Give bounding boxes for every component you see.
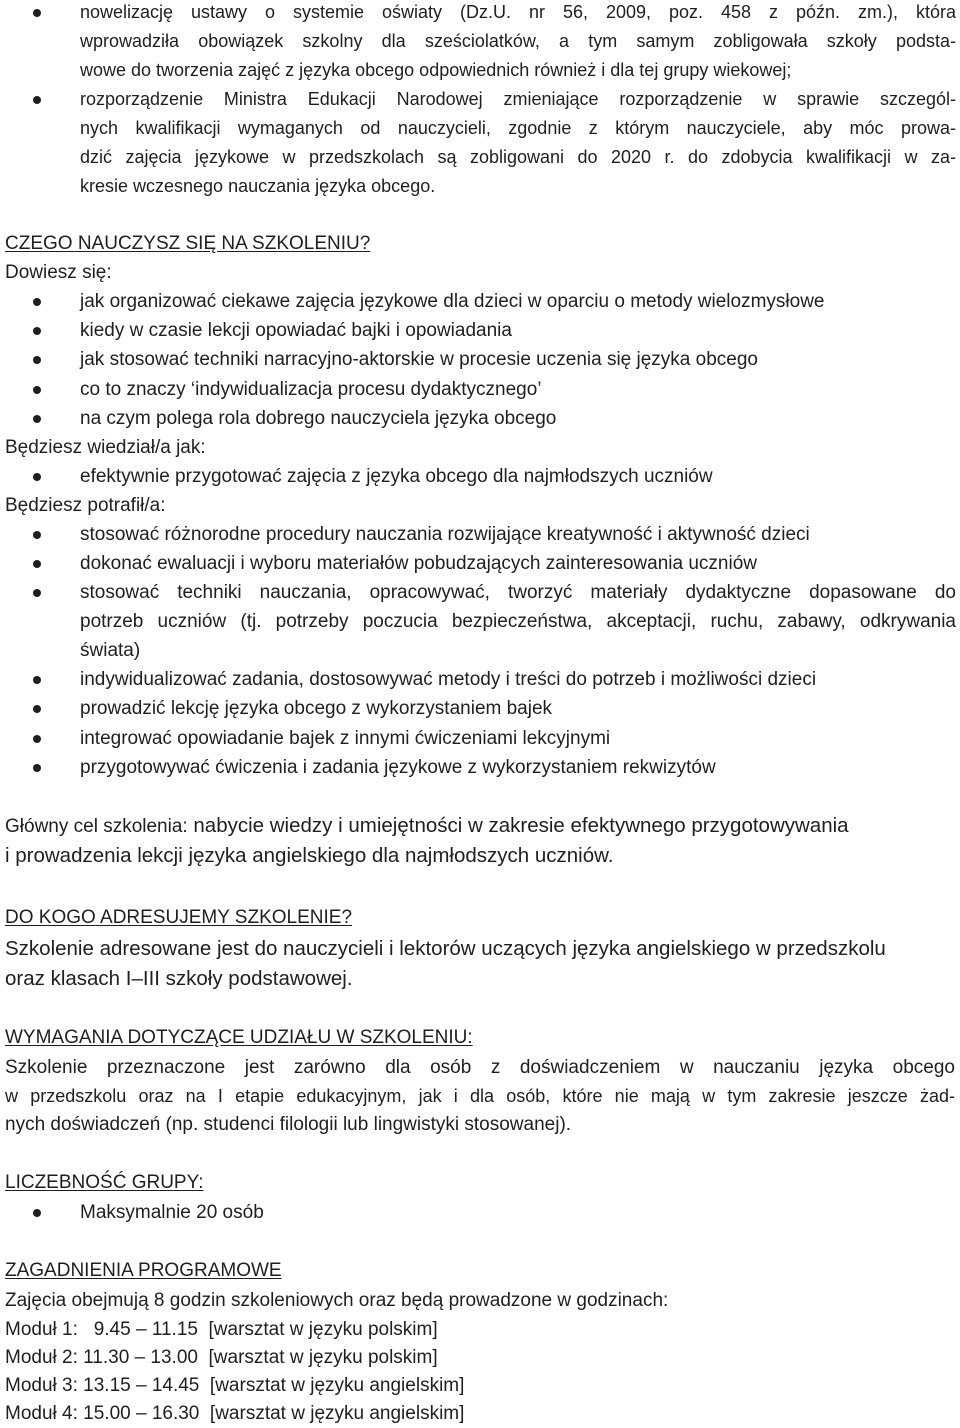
bullet-dot [33, 473, 41, 481]
module-row: Moduł 2: 11.30 – 13.00 [warsztat w języku polskim] [5, 1347, 438, 1368]
bullet-dot [33, 96, 41, 104]
bullet-dot [33, 764, 41, 772]
skill-item-line-2: potrzeb uczniów (tj. potrzeby poczucia bezpieczeństwa, akceptacji, ruchu, zabawy, odkrywania [80, 611, 956, 632]
bullet-dot [33, 1209, 41, 1217]
goal-text: nabycie wiedzy i umiejętności w zakresie efektywnego przygotowywania [187, 814, 849, 837]
bullet-dot [33, 735, 41, 743]
section-heading-learn: CZEGO NAUCZYSZ SIĘ NA SZKOLENIU? [5, 233, 371, 254]
legal-item-2-line-2: nych kwalifikacji wymaganych od nauczycieli, zgodnie z którym nauczyciele, aby móc prowa- [80, 118, 956, 138]
bullet-dot [33, 386, 41, 394]
bullet-dot [33, 298, 41, 306]
section-heading-group: LICZEBNOŚĆ GRUPY: [5, 1172, 204, 1193]
learn-item: jak organizować ciekawe zajęcia językowe dla dzieci w oparciu o metody wielozmysłowe [80, 291, 825, 312]
section-heading-requirements: WYMAGANIA DOTYCZĄCE UDZIAŁU W SZKOLENIU: [5, 1027, 473, 1048]
module-row: Moduł 4: 15.00 – 16.30 [warsztat w języku angielskim] [5, 1403, 465, 1424]
skill-item: indywidualizować zadania, dostosowywać metody i treści do potrzeb i możliwości dzieci [80, 669, 817, 690]
learn-item: na czym polega rola dobrego nauczyciela języka obcego [80, 408, 557, 429]
legal-item-2-line-4: kresie wczesnego nauczania języka obcego. [80, 176, 436, 196]
skill-item: przygotowywać ćwiczenia i zadania językowe z wykorzystaniem rekwizytów [80, 757, 716, 778]
legal-item-1-line-1: nowelizację ustawy o systemie oświaty (Dz.U. nr 56, 2009, poz. 458 z późn. zm.), która [80, 2, 956, 22]
learn-item: co to znaczy ‘indywidualizacja procesu dydaktycznego’ [80, 379, 542, 400]
subheading-learn-can: Będziesz potrafił/a: [5, 495, 166, 516]
goal-line-2: i prowadzenia lekcji języka angielskiego dla najmłodszych uczniów. [5, 844, 614, 867]
skill-item-line-3: świata) [80, 640, 141, 661]
learn-item: jak stosować techniki narracyjno-aktorskie w procesie uczenia się języka obcego [80, 349, 758, 370]
module-row: Moduł 1: 9.45 – 11.15 [warsztat w języku polskim] [5, 1319, 438, 1340]
skill-item: integrować opowiadanie bajek z innymi ćwiczeniami lekcyjnymi [80, 728, 611, 749]
bullet-dot [33, 676, 41, 684]
skill-item: prowadzić lekcję języka obcego z wykorzystaniem bajek [80, 698, 553, 719]
goal-line-1 [5, 811, 955, 841]
bullet-dot [33, 560, 41, 568]
module-row: Moduł 3: 13.15 – 14.45 [warsztat w języku angielskim] [5, 1375, 465, 1396]
audience-line-2: oraz klasach I–III szkoły podstawowej. [5, 967, 353, 990]
group-size-item: Maksymalnie 20 osób [80, 1202, 264, 1223]
requirements-line-3: nych doświadczeń (np. studenci filologii lub lingwistyki stosowanej). [5, 1114, 572, 1135]
legal-item-2-line-1: rozporządzenie Ministra Edukacji Narodowej zmieniające rozporządzenie w sprawie szczegól- [80, 89, 956, 109]
skill-item: dokonać ewaluacji i wyboru materiałów pobudzających zainteresowania uczniów [80, 553, 757, 574]
learn-item: kiedy w czasie lekcji opowiadać bajki i opowiadania [80, 320, 512, 341]
legal-item-2-line-3: dzić zajęcia językowe w przedszkolach są zobligowani do 2020 r. do zdobycia kwalifikacji w za- [80, 147, 956, 167]
section-heading-program: ZAGADNIENIA PROGRAMOWE [5, 1260, 282, 1281]
legal-item-1-line-2: wprowadziła obowiązek szkolny dla sześciolatków, a tym samym zobligowała szkoły podsta- [80, 31, 956, 51]
bullet-dot [33, 415, 41, 423]
goal-label: Główny cel szkolenia: [5, 816, 188, 837]
section-heading-audience: DO KOGO ADRESUJEMY SZKOLENIE? [5, 907, 353, 928]
bullet-dot [33, 356, 41, 364]
legal-item-1-line-3: wowe do tworzenia zajęć z języka obcego odpowiednich również i dla tej grupy wiekowej; [80, 60, 792, 80]
bullet-dot [33, 327, 41, 335]
bullet-dot [33, 705, 41, 713]
learn-item: efektywnie przygotować zajęcia z języka obcego dla najmłodszych uczniów [80, 466, 713, 487]
bullet-dot [33, 9, 41, 17]
bullet-dot [33, 531, 41, 539]
subheading-learn-how: Będziesz wiedział/a jak: [5, 437, 206, 458]
audience-line-1: Szkolenie adresowane jest do nauczycieli i lektorów uczących języka angielskiego w przedszkolu [5, 937, 886, 960]
skill-item: stosować różnorodne procedury nauczania rozwijające kreatywność i aktywność dzieci [80, 524, 810, 545]
skill-item-line-1: stosować techniki nauczania, opracowywać, tworzyć materiały dydaktyczne dopasowane do [80, 582, 956, 603]
requirements-line-1: Szkolenie przeznaczone jest zarówno dla osób z doświadczeniem w nauczaniu języka obcego [5, 1057, 955, 1078]
subheading-learn-know: Dowiesz się: [5, 262, 112, 283]
requirements-line-2: w przedszkolu oraz na I etapie edukacyjnym, jak i dla osób, które nie mają w tym zakresie jeszcze żad- [5, 1086, 955, 1106]
program-subheading: Zajęcia obejmują 8 godzin szkoleniowych oraz będą prowadzone w godzinach: [5, 1290, 669, 1311]
bullet-dot [33, 589, 41, 597]
